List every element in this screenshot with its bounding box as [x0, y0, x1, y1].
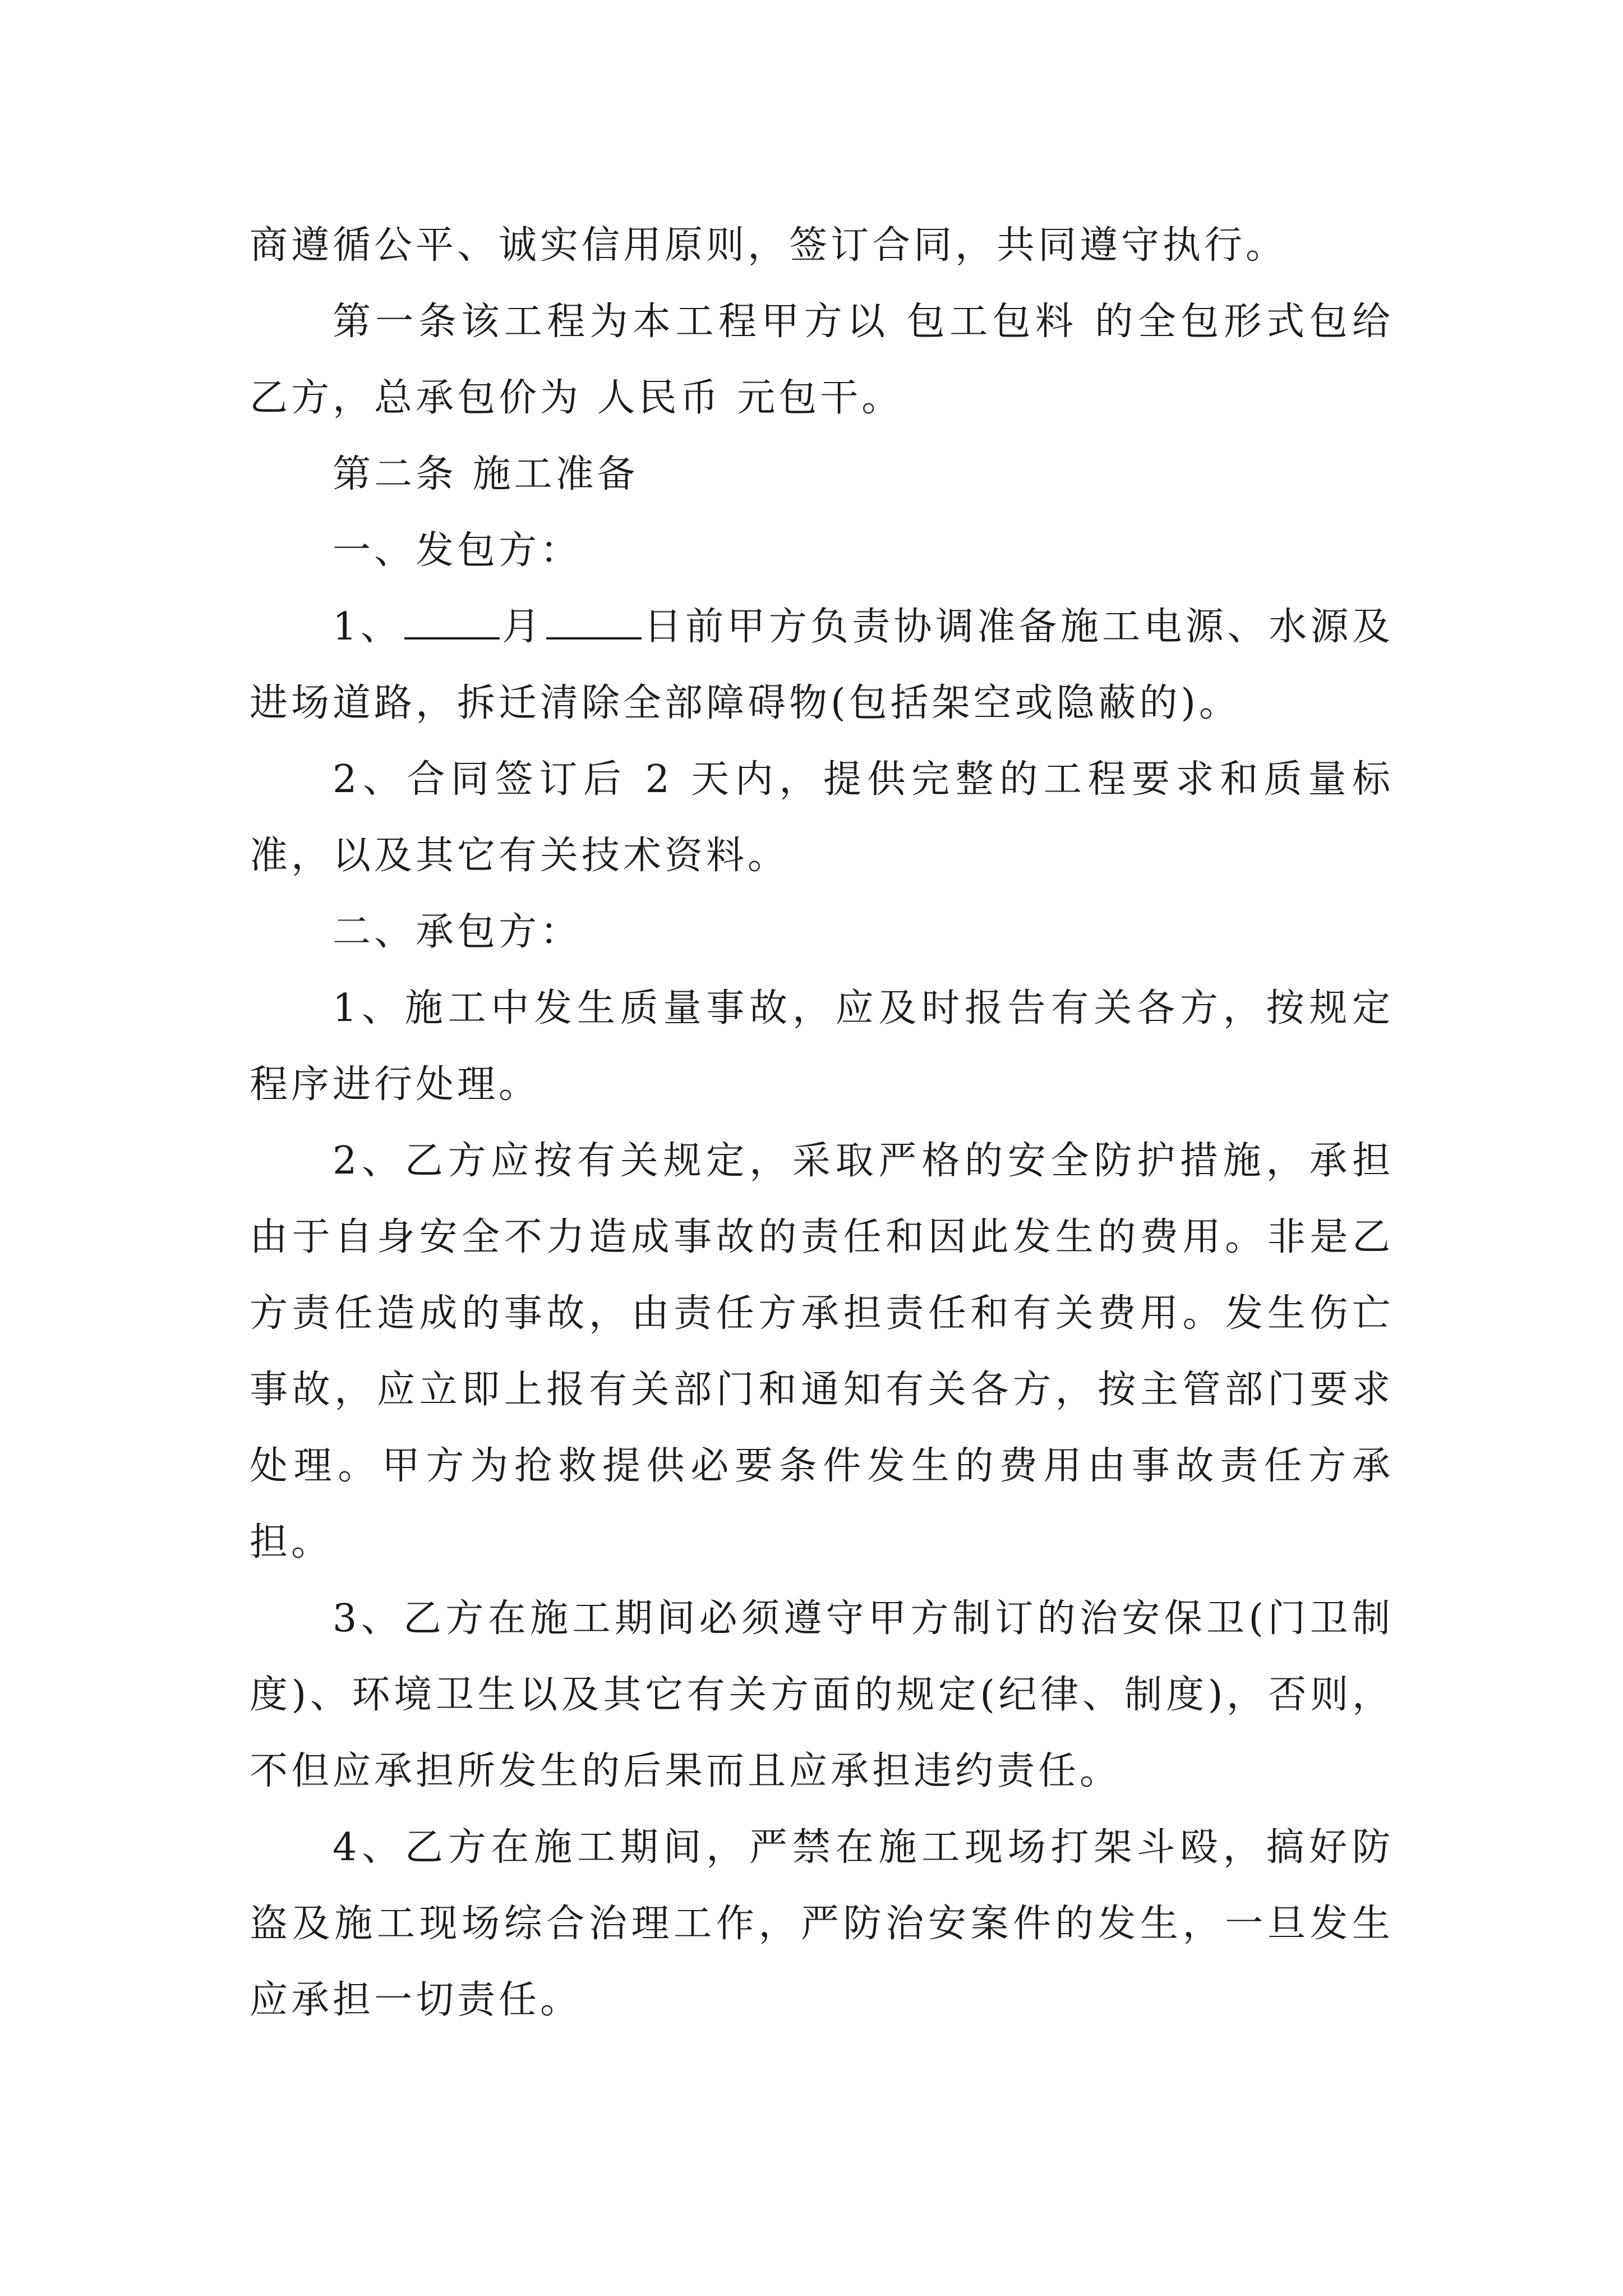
paragraph-article-2-heading: 第二条 施工准备: [333, 452, 639, 496]
paragraph-article-1: 第一条该工程为本工程甲方以 包工包料 的全包形式包给乙方，总承包价为 人民币 元包干。: [250, 300, 1394, 420]
paragraph-contractor-item-4: 4、乙方在施工期间，严禁在施工现场打架斗殴，搞好防盗及施工现场综合治理工作，严防治安案件的发生，一旦发生应承担一切责任。: [250, 1825, 1394, 2022]
paragraph-contractor-item-1: 1、施工中发生质量事故，应及时报告有关各方，按规定程序进行处理。: [250, 986, 1394, 1107]
paragraph-contractor-item-3: 3、乙方在施工期间必须遵守甲方制订的治安保卫(门卫制度)、环境卫生以及其它有关方面的规定(纪律、制度)，否则，不但应承担所发生的后果而且应承担违约责任。: [250, 1596, 1394, 1793]
paragraph-contractor-heading: 二、承包方：: [333, 910, 582, 954]
item-number: 1、: [333, 605, 402, 649]
paragraph-contractor-item-2: 2、乙方应按有关规定，采取严格的安全防护措施，承担由于自身安全不力造成事故的责任和因此发生的费用。非是乙方责任造成的事故，由责任方承担责任和有关费用。发生伤亡事故，应立即上报有关部门和通知有关各方，按主管部门要求处理。甲方为抢救提供必要条件发生的费用由事故责任方承担。: [250, 1139, 1394, 1565]
paragraph-employer-item-1: [250, 589, 1394, 742]
paragraph-principles: 商遵循公平、诚实信用原则，签订合同，共同遵守执行。: [250, 223, 1288, 268]
document-body: [250, 208, 1394, 2039]
day-blank: [546, 605, 642, 639]
month-label: 月: [501, 605, 544, 649]
item-text: 日前甲方负责协调准备施工电源、水源及进场道路，拆迁清除全部障碍物(包括架空或隐蔽的)。: [250, 605, 1394, 725]
month-blank: [404, 605, 500, 639]
paragraph-employer-heading: 一、发包方：: [333, 528, 582, 573]
paragraph-employer-item-2: 2、合同签订后 2 天内，提供完整的工程要求和质量标准，以及其它有关技术资料。: [250, 757, 1394, 878]
